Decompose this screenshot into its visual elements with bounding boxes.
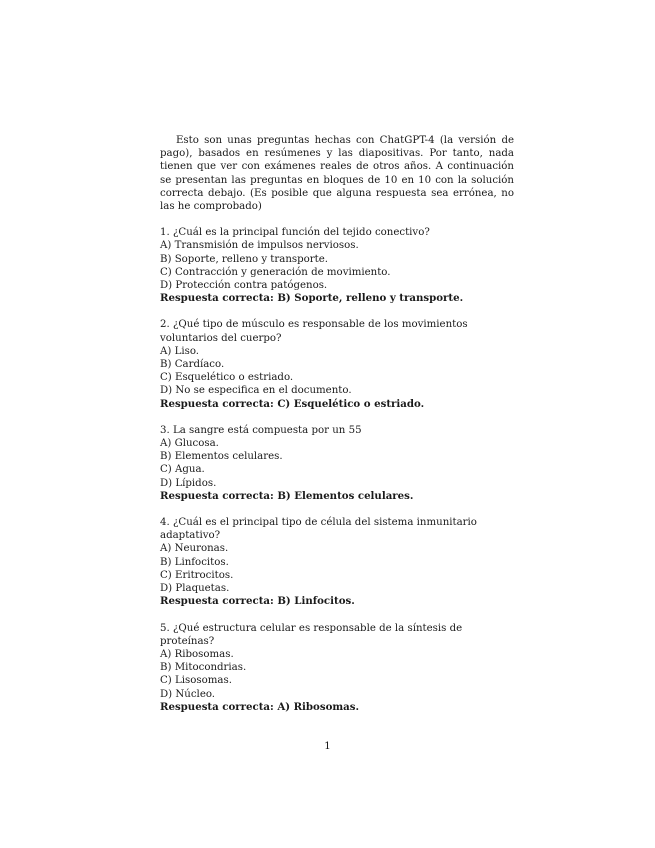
option-c: C) Contracción y generación de movimiento.: [160, 266, 391, 278]
option-b: B) Cardíaco.: [160, 359, 225, 371]
option-d: D) No se especifica en el documento.: [160, 385, 352, 397]
option-d: D) Protección contra patógenos.: [160, 280, 328, 292]
correct-answer: Respuesta correcta: C) Esquelético o estriado.: [160, 397, 425, 410]
question-5: [160, 622, 514, 714]
question-1: [160, 226, 514, 305]
option-a: A) Ribosomas.: [160, 648, 234, 660]
option-d: D) Núcleo.: [160, 688, 216, 700]
correct-answer: Respuesta correcta: B) Soporte, relleno y transporte.: [160, 292, 464, 305]
text-block: [160, 134, 514, 727]
intro-paragraph: Esto son unas preguntas hechas con ChatGPT-4 (la versión de pago), basados en resúmenes y las diapositivas. Por tanto, nada tienen que ver con exámenes reales de otros años. A continuación se presentan las preguntas en bloques de 10 en 10 con la solución correcta debajo. (Es posible que alguna respuesta sea errónea, no las he comprobado): [160, 135, 514, 213]
option-c: C) Lisosomas.: [160, 675, 232, 687]
option-c: C) Eritrocitos.: [160, 569, 234, 581]
question-text: 3. La sangre está compuesta por un 55: [160, 424, 362, 436]
question-2: [160, 318, 514, 410]
correct-answer: Respuesta correcta: A) Ribosomas.: [160, 700, 360, 713]
question-3: [160, 424, 514, 503]
option-b: B) Soporte, relleno y transporte.: [160, 253, 329, 265]
page-number: 1: [324, 741, 331, 752]
option-b: B) Linfocitos.: [160, 556, 229, 568]
option-a: A) Neuronas.: [160, 543, 229, 555]
correct-answer: Respuesta correcta: B) Elementos celulares.: [160, 489, 414, 502]
question-text: 5. ¿Qué estructura celular es responsable de la síntesis de proteínas?: [160, 622, 463, 647]
option-a: A) Liso.: [160, 345, 200, 357]
correct-answer: Respuesta correcta: B) Linfocitos.: [160, 595, 355, 608]
option-c: C) Esquelético o estriado.: [160, 372, 294, 384]
question-text: 4. ¿Cuál es el principal tipo de célula del sistema inmunitario adaptativo?: [160, 517, 477, 542]
option-b: B) Mitocondrias.: [160, 662, 247, 674]
question-text: 2. ¿Qué tipo de músculo es responsable de los movimientos voluntarios del cuerpo?: [160, 319, 468, 344]
question-text: 1. ¿Cuál es la principal función del tejido conectivo?: [160, 227, 430, 239]
option-d: D) Plaquetas.: [160, 583, 230, 595]
option-c: C) Agua.: [160, 464, 205, 476]
option-a: A) Glucosa.: [160, 438, 219, 450]
option-a: A) Transmisión de impulsos nerviosos.: [160, 240, 359, 252]
option-d: D) Lípidos.: [160, 477, 217, 489]
question-4: [160, 516, 514, 608]
option-b: B) Elementos celulares.: [160, 451, 283, 463]
